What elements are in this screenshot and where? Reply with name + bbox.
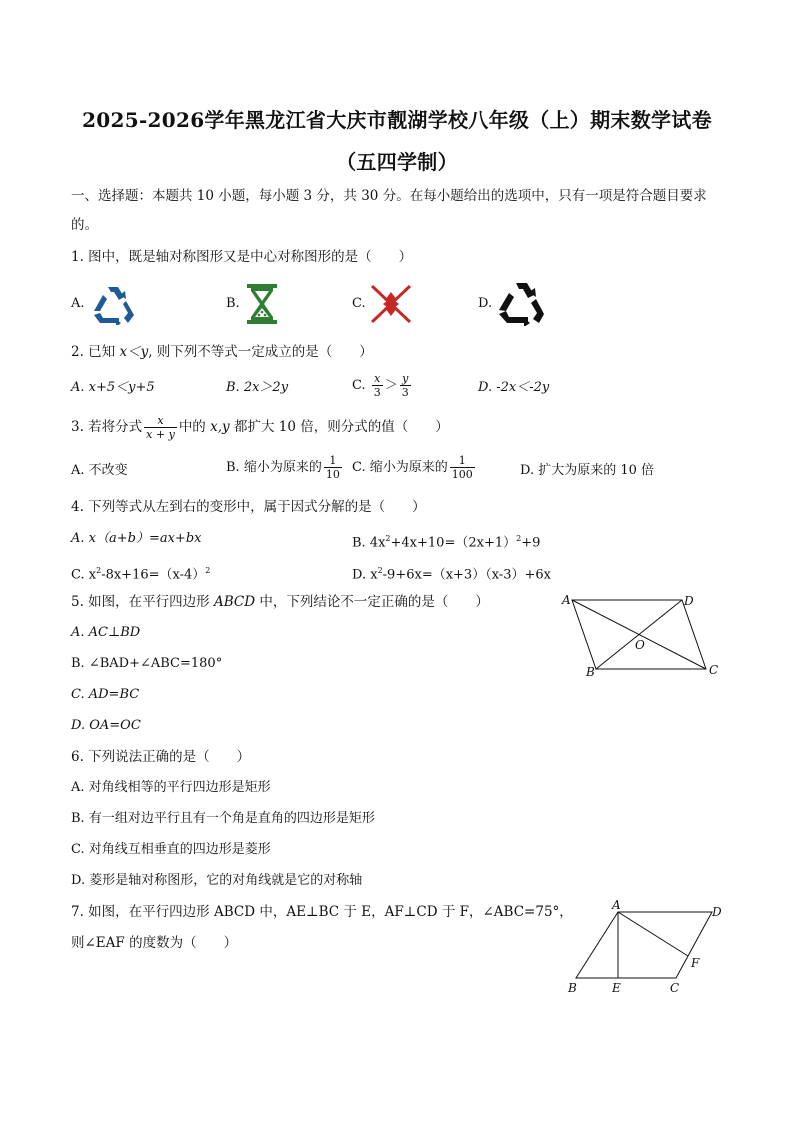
question-7-stem-line2: 则∠EAF 的度数为（ ） xyxy=(71,935,238,951)
q5-label-d: D xyxy=(684,594,694,608)
q5-label-o: O xyxy=(635,638,645,652)
question-2-stem xyxy=(71,342,373,362)
q3-option-d: D. 扩大为原来的 10 倍 xyxy=(520,463,655,478)
q2-stem-pre: 2. 已知 xyxy=(71,344,120,360)
page-title: 2025-2026学年黑龙江省大庆市靓湖学校八年级（上）期末数学试卷 xyxy=(82,108,712,132)
q4-option-a: A. x（a+b）=ax+bx xyxy=(71,531,202,546)
q2-option-c-frac-y: $\frac{y}{3}$ xyxy=(401,372,409,399)
q2-stem-math: x＜y xyxy=(119,344,149,360)
q7-label-f: F xyxy=(691,956,700,970)
q6-option-b: B. 有一组对边平行且有一个角是直角的四边形是矩形 xyxy=(71,811,375,826)
q2-option-d: D. -2x＜-2y xyxy=(478,380,550,395)
q7-parallelogram-figure xyxy=(560,900,730,1000)
q4-option-c: C. $x^2-8x+16=(x-4)^2$ xyxy=(71,566,211,583)
q3-option-c: C. 缩小为原来的 $\frac{1}{100}$ xyxy=(352,454,473,481)
q5-option-d: D. OA=OC xyxy=(71,718,141,733)
q3-stem-mid: 中的 xyxy=(178,419,211,435)
q3-stem-vars: x,y xyxy=(210,419,230,435)
question-4-stem: 4. 下列等式从左到右的变形中，属于因式分解的是（ ） xyxy=(71,499,426,515)
q5-label-c: C xyxy=(709,663,719,677)
q1-option-c-letter: C. xyxy=(352,296,366,311)
q6-option-c: C. 对角线互相垂直的四边形是菱形 xyxy=(71,842,271,857)
q1-option-d-letter: D. xyxy=(478,296,493,311)
q3-fraction: $\frac{x}{x + y}$ xyxy=(146,414,175,441)
q2-option-c xyxy=(352,372,413,399)
q6-option-a: A. 对角线相等的平行四边形是矩形 xyxy=(71,780,271,795)
section-instructions-line2: 的。 xyxy=(71,217,98,233)
recycle-triangle-blue-icon xyxy=(90,283,136,325)
hourglass-green-icon xyxy=(244,282,280,326)
question-5-stem: 5. 如图，在平行四边形 ABCD 中，下列结论不一定正确的是（ ） xyxy=(71,594,489,610)
question-1-stem: 1. 图中，既是轴对称图形又是中心对称图形的是（ ） xyxy=(71,249,413,265)
q7-label-c: C xyxy=(670,981,680,995)
inward-arrows-red-icon xyxy=(368,282,414,326)
q5-label-a: A xyxy=(562,593,571,607)
q3-stem-post: 都扩大 10 倍，则分式的值（ ） xyxy=(229,419,449,435)
q5-option-a: A. AC⊥BD xyxy=(71,625,141,640)
q5-parallelogram-figure xyxy=(556,588,726,680)
q1-option-a-letter: A. xyxy=(71,296,85,311)
q7-label-a: A xyxy=(612,900,621,912)
q5-label-b: B xyxy=(586,665,595,679)
question-3-stem xyxy=(71,414,449,441)
q4-option-d: D. $x^2-9+6x=(x+3)(x-3)+6x$ xyxy=(352,566,551,583)
q5-option-b: B. ∠BAD+∠ABC=180° xyxy=(71,656,223,671)
recycle-triangle-black-icon xyxy=(496,280,546,326)
q1-option-b-letter: B. xyxy=(226,296,240,311)
q4-option-b: B. $4x^2+4x+10=(2x+1)^2+9$ xyxy=(352,534,541,551)
q5-option-c: C. AD=BC xyxy=(71,687,140,702)
q2-option-a: A. x+5＜y+5 xyxy=(71,380,155,395)
q3-option-b-fraction: $\frac{1}{10}$ xyxy=(325,454,340,481)
q3-option-a: A. 不改变 xyxy=(71,463,128,478)
q3-option-c-fraction: $\frac{1}{100}$ xyxy=(451,454,473,481)
q2-option-b: B. 2x＞2y xyxy=(226,380,289,395)
q7-label-b: B xyxy=(568,981,577,995)
q3-option-b: B. 缩小为原来的 $\frac{1}{10}$ xyxy=(226,454,340,481)
q2-option-c-frac-x: $\frac{x}{3}$ xyxy=(373,372,381,399)
q2-stem-post: , 则下列不等式一定成立的是（ ） xyxy=(148,344,373,360)
q7-label-e: E xyxy=(612,981,621,995)
question-7-stem-line1: 7. 如图，在平行四边形 ABCD 中，AE⊥BC 于 E，AF⊥CD 于 F，∠ABC=75°， xyxy=(71,904,573,920)
section-instructions-line1: 一、选择题：本题共 10 小题，每小题 3 分，共 30 分。在每小题给出的选项中，只有一项是符合题目要求 xyxy=(71,188,707,204)
q3-stem-pre: 3. 若将分式 xyxy=(71,419,143,435)
q6-option-d: D. 菱形是轴对称图形，它的对角线就是它的对称轴 xyxy=(71,873,363,888)
q2-option-c-gt: ＞ xyxy=(384,378,398,393)
page-subtitle: （五四学制） xyxy=(336,150,458,174)
question-6-stem: 6. 下列说法正确的是（ ） xyxy=(71,749,251,765)
q2-option-c-letter: C. xyxy=(352,378,366,393)
q7-label-d: D xyxy=(712,905,722,919)
